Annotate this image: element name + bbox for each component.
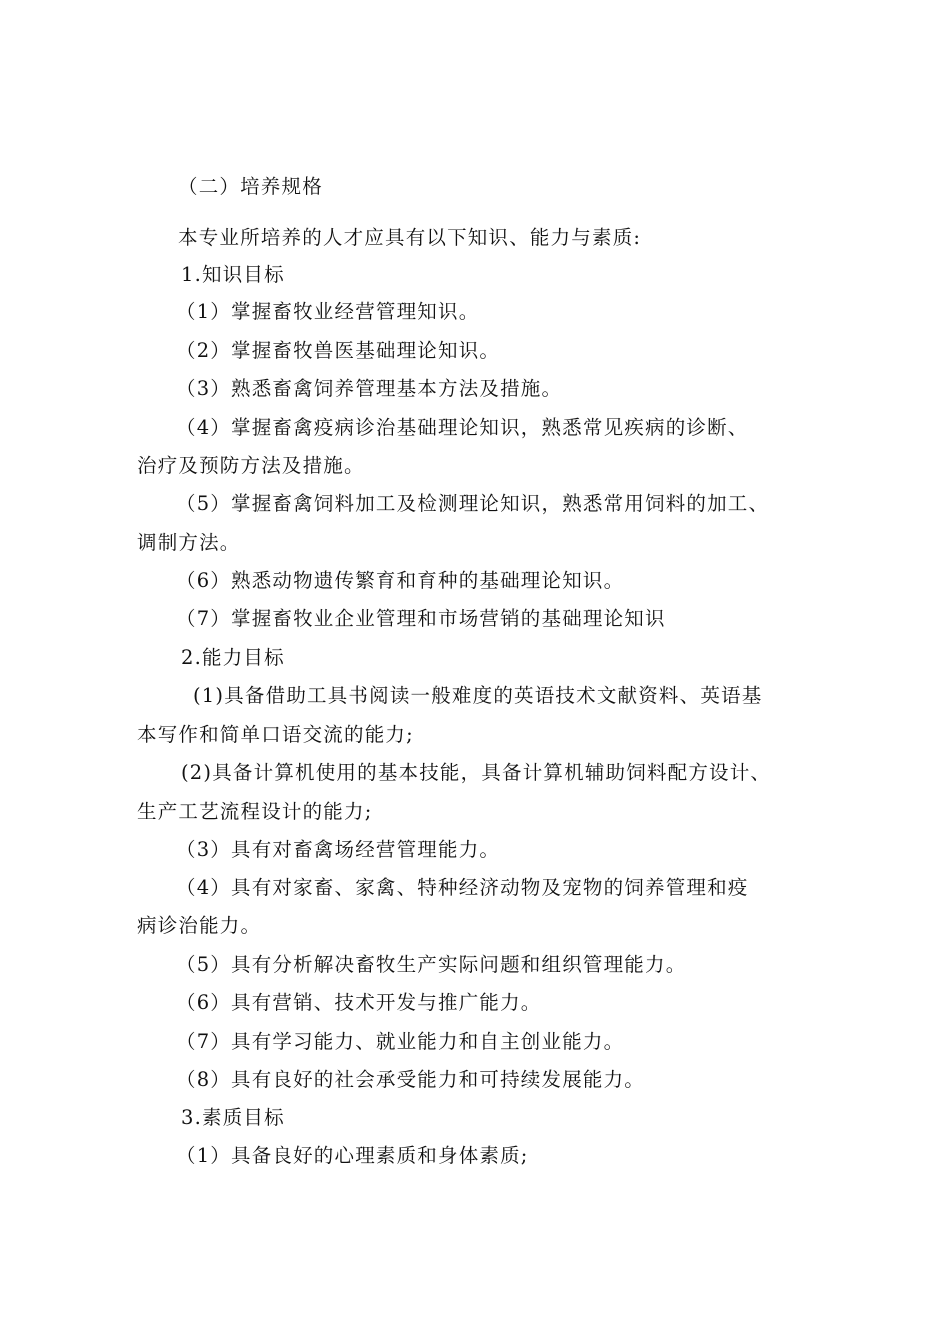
knowledge-item-1: （1）掌握畜牧业经营管理知识。 [176, 300, 480, 323]
knowledge-item-7: （7）掌握畜牧业企业管理和市场营销的基础理论知识 [176, 607, 666, 630]
knowledge-item-2: （2）掌握畜牧兽医基础理论知识。 [176, 339, 501, 362]
subsection-title-knowledge: 1.知识目标 [181, 263, 285, 286]
ability-item-5: （5）具有分析解决畜牧生产实际问题和组织管理能力。 [176, 953, 687, 976]
intro-paragraph: 本专业所培养的人才应具有以下知识、能力与素质: [178, 226, 642, 249]
ability-item-4-continued: 病诊治能力。 [137, 914, 262, 937]
knowledge-item-5: （5）掌握畜禽饲料加工及检测理论知识，熟悉常用饲料的加工、 [176, 492, 770, 515]
ability-item-7: （7）具有学习能力、就业能力和自主创业能力。 [176, 1030, 625, 1053]
ability-item-2: (2)具备计算机使用的基本技能，具备计算机辅助饲料配方设计、 [181, 761, 772, 784]
knowledge-item-4: （4）掌握畜禽疫病诊治基础理论知识，熟悉常见疾病的诊断、 [176, 416, 749, 439]
subsection-title-quality: 3.素质目标 [181, 1106, 285, 1129]
quality-item-1: （1）具备良好的心理素质和身体素质; [176, 1144, 529, 1167]
ability-item-4: （4）具有对家畜、家禽、特种经济动物及宠物的饲养管理和疫 [176, 876, 749, 899]
knowledge-item-5-continued: 调制方法。 [137, 531, 241, 554]
subsection-title-ability: 2.能力目标 [181, 646, 285, 669]
ability-item-1-continued: 本写作和简单口语交流的能力; [137, 723, 414, 746]
knowledge-item-4-continued: 治疗及预防方法及措施。 [137, 454, 365, 477]
ability-item-8: （8）具有良好的社会承受能力和可持续发展能力。 [176, 1068, 646, 1091]
knowledge-item-6: （6）熟悉动物遗传繁育和育种的基础理论知识。 [176, 569, 625, 592]
ability-item-1: (1)具备借助工具书阅读一般难度的英语技术文献资料、英语基 [193, 684, 763, 707]
section-heading: （二）培养规格 [178, 175, 323, 198]
ability-item-6: （6）具有营销、技术开发与推广能力。 [176, 991, 542, 1014]
knowledge-item-3: （3）熟悉畜禽饲养管理基本方法及措施。 [176, 377, 563, 400]
ability-item-2-continued: 生产工艺流程设计的能力; [137, 800, 373, 823]
ability-item-3: （3）具有对畜禽场经营管理能力。 [176, 838, 501, 861]
